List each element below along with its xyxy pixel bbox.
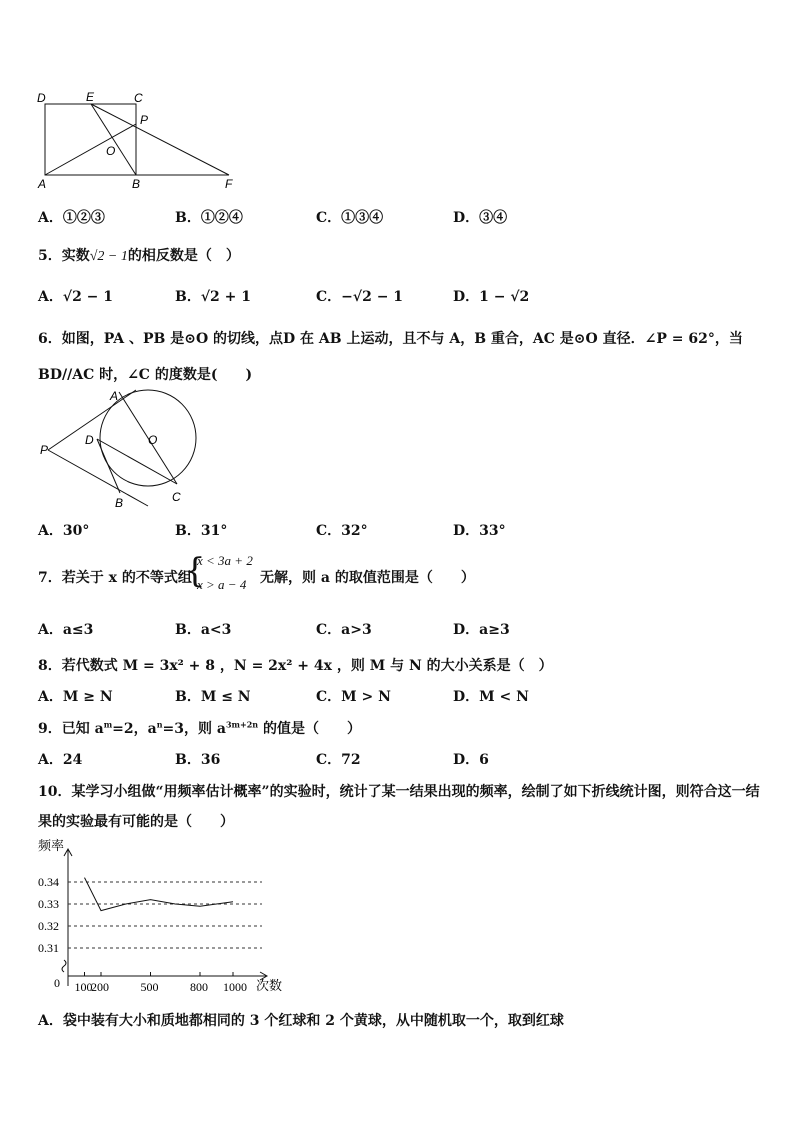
q5-option-a: A．√2 − 1 bbox=[38, 289, 114, 305]
chart-ylabel: 频率 bbox=[38, 838, 65, 853]
x-tick-label-3: 800 bbox=[190, 980, 208, 994]
q7-option-d: D．a≥3 bbox=[453, 622, 510, 638]
q5-stem-pre: 5．实数 bbox=[38, 248, 90, 264]
q5-option-c: C．−√2 − 1 bbox=[316, 289, 404, 305]
q4-figure bbox=[34, 88, 244, 192]
chart-xticks bbox=[75, 972, 248, 994]
chart-grid bbox=[68, 882, 262, 948]
y-tick-label-1: 0.33 bbox=[38, 897, 59, 911]
q4-option-c: C．①③④ bbox=[316, 210, 384, 226]
axis-break bbox=[62, 960, 66, 972]
q6-label-D: D bbox=[85, 433, 94, 447]
frequency-line-chart bbox=[34, 836, 294, 998]
x-tick-label-0: 100 bbox=[74, 980, 93, 994]
q9-option-d: D．6 bbox=[453, 752, 489, 768]
chart-origin: 0 bbox=[54, 976, 60, 990]
q4-option-a: A．①②③ bbox=[38, 210, 105, 226]
q8-option-a: A．M ≥ N bbox=[38, 689, 113, 705]
q6-label-A: A bbox=[110, 389, 119, 403]
label-P: P bbox=[140, 113, 149, 127]
q4-option-d: D．③④ bbox=[453, 210, 508, 226]
q10-stem-line1: 10．某学习小组做“用频率估计概率”的实验时，统计了某一结果出现的频率，绘制了如下折线统计图，则符合这一结 bbox=[38, 784, 760, 800]
label-C: C bbox=[134, 91, 143, 105]
q8-stem: 8．若代数式 M = 3x² + 8 ，N = 2x² + 4x ，则 M 与 N 的大小关系是（ ） bbox=[38, 658, 553, 674]
q7-inequality-1: x < 3a + 2 bbox=[197, 553, 253, 568]
q7-option-c: C．a>3 bbox=[316, 622, 372, 638]
q6-option-a: A．30° bbox=[38, 523, 90, 539]
q6-figure bbox=[36, 386, 206, 512]
q10-option-a: A．袋中装有大小和质地都相同的 3 个红球和 2 个黄球，从中随机取一个，取到红球 bbox=[38, 1013, 564, 1029]
chart-series bbox=[85, 878, 234, 911]
q6-option-c: C．32° bbox=[316, 523, 368, 539]
q6-label-P: P bbox=[40, 443, 49, 457]
q6-stem-line2: BD//AC 时，∠C 的度数是( ) bbox=[38, 367, 253, 383]
q7-stem-pre: 7．若关于 x 的不等式组 bbox=[38, 570, 192, 586]
q6-label-C: C bbox=[172, 490, 181, 504]
q9-stem-post: 的值是（ ） bbox=[258, 721, 361, 737]
q7-stem-post: 无解，则 a 的取值范围是（ ） bbox=[260, 570, 475, 586]
q9-sup-n: n bbox=[156, 719, 163, 730]
q10-stem-line2: 果的实验最有可能的是（ ） bbox=[38, 814, 234, 830]
q6-option-b: B．31° bbox=[175, 523, 228, 539]
label-B: B bbox=[132, 177, 141, 191]
y-tick-label-0: 0.34 bbox=[38, 875, 59, 889]
label-F: F bbox=[225, 177, 233, 191]
x-tick-label-4: 1000 bbox=[223, 980, 247, 994]
chart-xlabel: 次数 bbox=[256, 978, 283, 993]
q6-option-d: D．33° bbox=[453, 523, 506, 539]
label-D: D bbox=[37, 91, 46, 105]
y-tick-label-2: 0.32 bbox=[38, 919, 59, 933]
q9-stem-pre: 9．已知 a bbox=[38, 721, 104, 737]
q5-option-d: D．1 − √2 bbox=[453, 289, 530, 305]
q5-option-b: B．√2 + 1 bbox=[175, 289, 251, 305]
label-A: A bbox=[38, 177, 47, 191]
y-tick-label-3: 0.31 bbox=[38, 941, 59, 955]
q6-label-B: B bbox=[115, 496, 124, 510]
q9-option-b: B．36 bbox=[175, 752, 221, 768]
q5-stem-post: 的相反数是（ ） bbox=[127, 248, 240, 264]
label-E: E bbox=[86, 90, 95, 104]
q9-mid2: =3，则 a bbox=[162, 721, 226, 737]
q9-sup-m: m bbox=[103, 719, 113, 730]
q4-option-b: B．①②④ bbox=[175, 210, 243, 226]
x-tick-label-2: 500 bbox=[140, 980, 159, 994]
q8-option-d: D．M < N bbox=[453, 689, 529, 705]
q7-option-a: A．a≤3 bbox=[38, 622, 94, 638]
q9-option-c: C．72 bbox=[316, 752, 361, 768]
q5-stem bbox=[38, 245, 240, 265]
q8-option-b: B．M ≤ N bbox=[175, 689, 251, 705]
q7-option-b: B．a<3 bbox=[175, 622, 232, 638]
chart-yticks bbox=[38, 875, 59, 955]
q8-option-c: C．M > N bbox=[316, 689, 391, 705]
q9-stem bbox=[38, 718, 361, 738]
x-tick-label-1: 200 bbox=[91, 980, 109, 994]
frequency-series-line bbox=[85, 878, 234, 911]
q9-sup-exp: 3m+2n bbox=[225, 719, 259, 730]
q6-stem-line1: 6．如图，PA 、PB 是⊙O 的切线，点D 在 AB 上运动，且不与 A，B 重合，AC 是⊙O 直径．∠P = 62°，当 bbox=[38, 331, 743, 347]
q6-label-O: O bbox=[148, 433, 158, 447]
q9-mid1: =2，a bbox=[112, 721, 157, 737]
q5-expr: √2 − 1 bbox=[89, 249, 128, 264]
q9-option-a: A．24 bbox=[38, 752, 83, 768]
label-O: O bbox=[106, 144, 116, 158]
q7-brace: { bbox=[184, 551, 206, 591]
q7-inequality-2: x > a − 4 bbox=[197, 577, 247, 592]
